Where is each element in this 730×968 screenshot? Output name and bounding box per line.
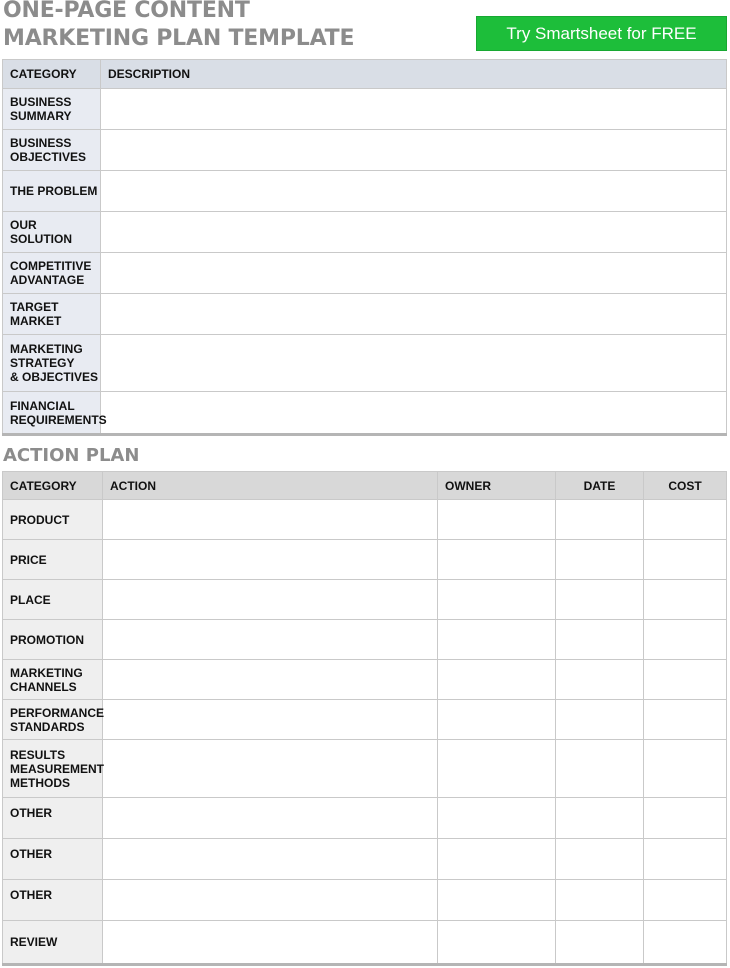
category-label: BUSINESS SUMMARY (3, 89, 101, 130)
page-title (3, 0, 354, 53)
category-label: MARKETING CHANNELS (3, 660, 103, 700)
date-cell[interactable] (556, 880, 644, 921)
cost-cell[interactable] (644, 740, 727, 798)
header-category: CATEGORY (3, 60, 101, 89)
cost-cell[interactable] (644, 839, 727, 880)
owner-cell[interactable] (438, 839, 556, 880)
page-title-line-2: MARKETING PLAN TEMPLATE (3, 26, 355, 51)
owner-cell[interactable] (438, 540, 556, 580)
table-row (3, 740, 727, 798)
header-description: DESCRIPTION (101, 60, 727, 89)
owner-cell[interactable] (438, 660, 556, 700)
owner-cell[interactable] (438, 500, 556, 540)
category-label: OUR SOLUTION (3, 212, 101, 253)
action-cell[interactable] (103, 580, 438, 620)
header-category: CATEGORY (3, 472, 103, 500)
action-cell[interactable] (103, 500, 438, 540)
cost-cell[interactable] (644, 921, 727, 965)
table-row (3, 660, 727, 700)
date-cell[interactable] (556, 798, 644, 839)
page-title-line-1: ONE-PAGE CONTENT (3, 0, 250, 23)
category-label: PRODUCT (3, 500, 103, 540)
table-row (3, 89, 727, 130)
category-label: TARGET MARKET (3, 294, 101, 335)
description-cell[interactable] (101, 212, 727, 253)
date-cell[interactable] (556, 660, 644, 700)
table-row (3, 580, 727, 620)
description-cell[interactable] (101, 294, 727, 335)
table-row (3, 798, 727, 839)
owner-cell[interactable] (438, 880, 556, 921)
action-cell[interactable] (103, 700, 438, 740)
table-row (3, 921, 727, 965)
description-cell[interactable] (101, 89, 727, 130)
date-cell[interactable] (556, 740, 644, 798)
action-cell[interactable] (103, 880, 438, 921)
owner-cell[interactable] (438, 921, 556, 965)
table-row (3, 880, 727, 921)
cost-cell[interactable] (644, 880, 727, 921)
owner-cell[interactable] (438, 580, 556, 620)
summary-table (2, 59, 727, 436)
summary-header-row (3, 60, 727, 89)
table-row (3, 335, 727, 392)
category-label: MARKETING STRATEGY & OBJECTIVES (3, 335, 101, 392)
description-cell[interactable] (101, 171, 727, 212)
category-label: RESULTS MEASUREMENT METHODS (3, 740, 103, 798)
category-label: OTHER (3, 880, 103, 921)
table-row (3, 171, 727, 212)
category-label: OTHER (3, 798, 103, 839)
header-date: DATE (556, 472, 644, 500)
category-label: FINANCIAL REQUIREMENTS (3, 392, 101, 435)
header-action: ACTION (103, 472, 438, 500)
category-label: COMPETITIVE ADVANTAGE (3, 253, 101, 294)
description-cell[interactable] (101, 335, 727, 392)
owner-cell[interactable] (438, 700, 556, 740)
date-cell[interactable] (556, 700, 644, 740)
try-smartsheet-button[interactable]: Try Smartsheet for FREE (476, 16, 727, 51)
header-cost: COST (644, 472, 727, 500)
table-row (3, 253, 727, 294)
date-cell[interactable] (556, 921, 644, 965)
action-plan-title: ACTION PLAN (3, 445, 140, 466)
category-label: PRICE (3, 540, 103, 580)
table-row (3, 500, 727, 540)
category-label: THE PROBLEM (3, 171, 101, 212)
action-cell[interactable] (103, 921, 438, 965)
table-row (3, 839, 727, 880)
date-cell[interactable] (556, 620, 644, 660)
owner-cell[interactable] (438, 740, 556, 798)
category-label: REVIEW (3, 921, 103, 965)
cost-cell[interactable] (644, 540, 727, 580)
category-label: OTHER (3, 839, 103, 880)
date-cell[interactable] (556, 540, 644, 580)
table-row (3, 294, 727, 335)
action-plan-table (2, 471, 727, 966)
action-cell[interactable] (103, 660, 438, 700)
description-cell[interactable] (101, 253, 727, 294)
description-cell[interactable] (101, 130, 727, 171)
table-row (3, 700, 727, 740)
description-cell[interactable] (101, 392, 727, 435)
category-label: BUSINESS OBJECTIVES (3, 130, 101, 171)
table-row (3, 620, 727, 660)
header-owner: OWNER (438, 472, 556, 500)
cost-cell[interactable] (644, 580, 727, 620)
cost-cell[interactable] (644, 660, 727, 700)
category-label: PERFORMANCE STANDARDS (3, 700, 103, 740)
cost-cell[interactable] (644, 700, 727, 740)
action-cell[interactable] (103, 798, 438, 839)
category-label: PROMOTION (3, 620, 103, 660)
cost-cell[interactable] (644, 620, 727, 660)
owner-cell[interactable] (438, 620, 556, 660)
date-cell[interactable] (556, 500, 644, 540)
table-row (3, 130, 727, 171)
action-cell[interactable] (103, 839, 438, 880)
action-cell[interactable] (103, 620, 438, 660)
cost-cell[interactable] (644, 798, 727, 839)
table-row (3, 392, 727, 435)
action-header-row (3, 472, 727, 500)
cost-cell[interactable] (644, 500, 727, 540)
action-cell[interactable] (103, 540, 438, 580)
date-cell[interactable] (556, 839, 644, 880)
date-cell[interactable] (556, 580, 644, 620)
owner-cell[interactable] (438, 798, 556, 839)
table-row (3, 540, 727, 580)
action-cell[interactable] (103, 740, 438, 798)
table-row (3, 212, 727, 253)
category-label: PLACE (3, 580, 103, 620)
